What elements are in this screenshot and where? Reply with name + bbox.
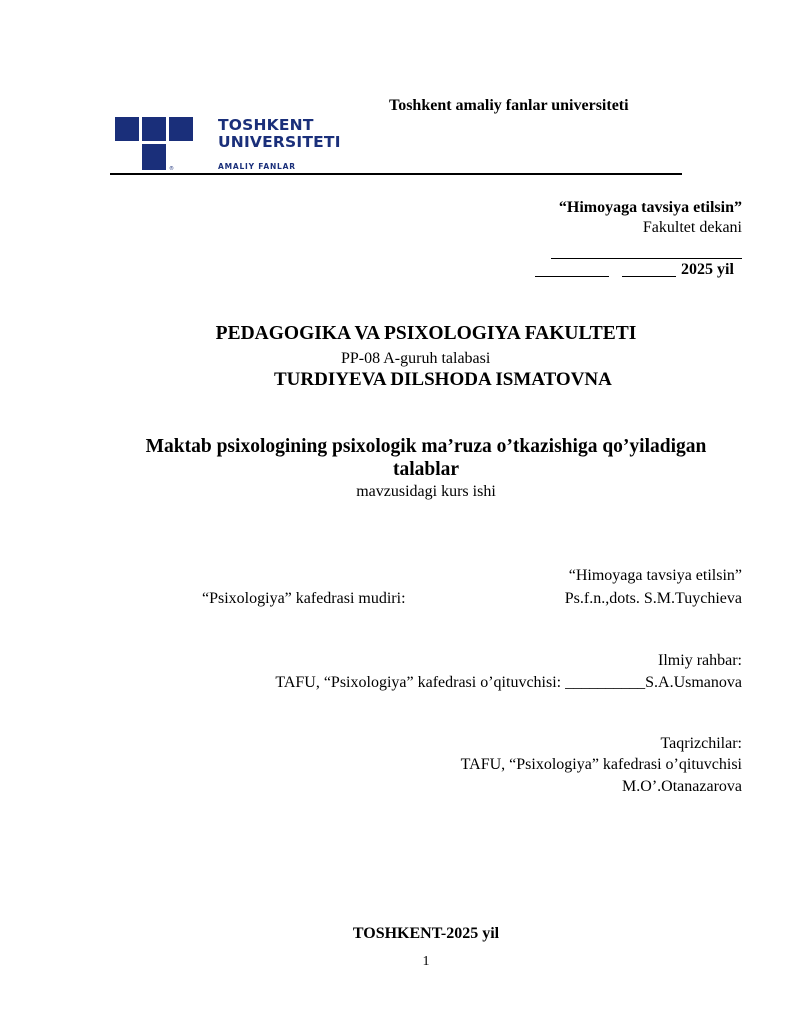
logo-text: TOSHKENT UNIVERSITETI (218, 116, 341, 151)
date-blank (622, 262, 676, 277)
registered-mark: ® (169, 166, 174, 172)
topic-line-2: talablar (392, 459, 460, 480)
faculty-title: PEDAGOGIKA VA PSIXOLOGIYA FAKULTETI (215, 323, 637, 344)
dept-head-label: “Psixologiya” kafedrasi mudiri: (202, 590, 406, 607)
dept-head-name: Ps.f.n.,dots. S.M.Tuychieva (564, 590, 742, 607)
university-name: Toshkent amaliy fanlar universiteti (389, 97, 629, 114)
student-name: TURDIYEVA DILSHODA ISMATOVNA (274, 369, 612, 390)
signature-line (551, 244, 742, 259)
dept-recommend: “Himoyaga tavsiya etilsin” (568, 567, 742, 584)
logo-square (115, 117, 139, 141)
city-year: TOSHKENT-2025 yil (352, 925, 500, 942)
page-number: 1 (422, 954, 430, 969)
logo-square (142, 144, 166, 170)
topic-line-1: Maktab psixologining psixologik ma’ruza o’tkazishiga qo’yiladigan (145, 436, 707, 457)
reviewers-title: Taqrizchilar: (660, 735, 742, 752)
dean-recommend: “Himoyaga tavsiya etilsin” (558, 199, 742, 216)
advisor-line: TAFU, “Psixologiya” kafedrasi o’qituvchisi: __________S.A.Usmanova (275, 674, 742, 691)
logo-square (169, 117, 193, 141)
approval-year: 2025 yil (681, 261, 734, 278)
group-line: PP-08 A-guruh talabasi (341, 350, 491, 367)
header-rule (110, 173, 682, 175)
reviewer-name: M.O’.Otanazarova (622, 778, 742, 795)
logo-square (142, 117, 166, 141)
topic-suffix: mavzusidagi kurs ishi (356, 483, 496, 500)
date-blank (535, 262, 609, 277)
dean-role: Fakultet dekani (642, 219, 742, 236)
university-logo (115, 117, 355, 173)
logo-subtext: AMALIY FANLAR (218, 162, 296, 171)
reviewer-affiliation: TAFU, “Psixologiya” kafedrasi o’qituvchisi (460, 756, 742, 773)
advisor-title: Ilmiy rahbar: (658, 652, 742, 669)
